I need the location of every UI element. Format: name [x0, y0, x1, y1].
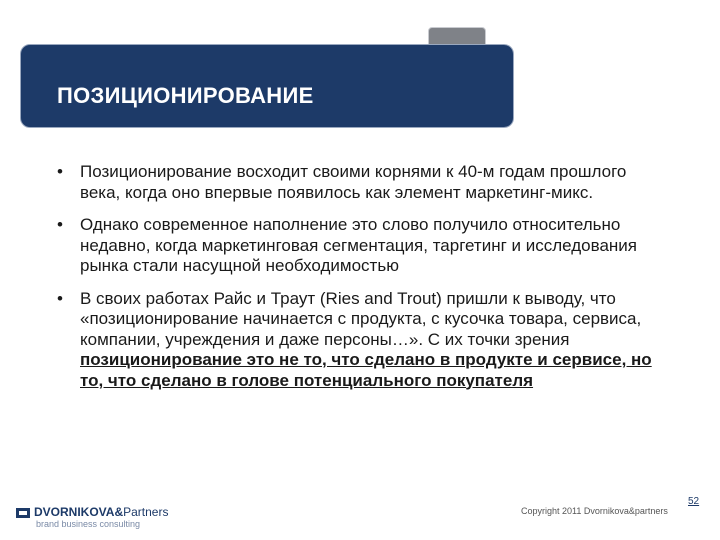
title-banner	[20, 44, 514, 128]
bullet-emphasis: позиционирование это не то, что сделано в продукте и сервисе, но то, что сделано в голове потенциального покупателя	[80, 350, 652, 390]
bullet-marker: •	[57, 288, 63, 308]
logo-thin-text: Partners	[123, 505, 169, 519]
logo-bold-text: DVORNIKOVA&	[34, 505, 124, 519]
bullet-marker: •	[57, 215, 63, 234]
page-title: ПОЗИЦИОНИРОВАНИЕ	[57, 83, 314, 108]
copyright-text: Copyright 2011 Dvornikova&partners	[521, 506, 668, 516]
list-item	[57, 162, 657, 203]
bullet-marker: •	[57, 162, 63, 181]
bullet-list	[57, 162, 657, 403]
list-item	[57, 289, 657, 392]
brand-mark-icon	[16, 508, 30, 518]
page-number: 52	[688, 496, 700, 507]
list-item	[57, 215, 657, 277]
bullet-text: Позиционирование восходит своими корнями к 40-м годам прошлого века, когда оно впервые появилось как элемент маркетинг-микс.	[80, 162, 627, 202]
bullet-text: Однако современное наполнение это слово получило относительно недавно, когда маркетинговая сегментация, таргетинг и исследования рынка стали насущной необходимостью	[80, 215, 637, 275]
footer-logo	[16, 506, 168, 529]
bullet-text: В своих работах Райс и Траут (Ries and Trout) пришли к выводу, что «позиционирование начинается с продукта, с кусочка товара, сервиса, компании, учреждения и даже персоны…». С их точки зрения	[80, 288, 642, 349]
logo-tagline: brand business consulting	[36, 519, 141, 529]
